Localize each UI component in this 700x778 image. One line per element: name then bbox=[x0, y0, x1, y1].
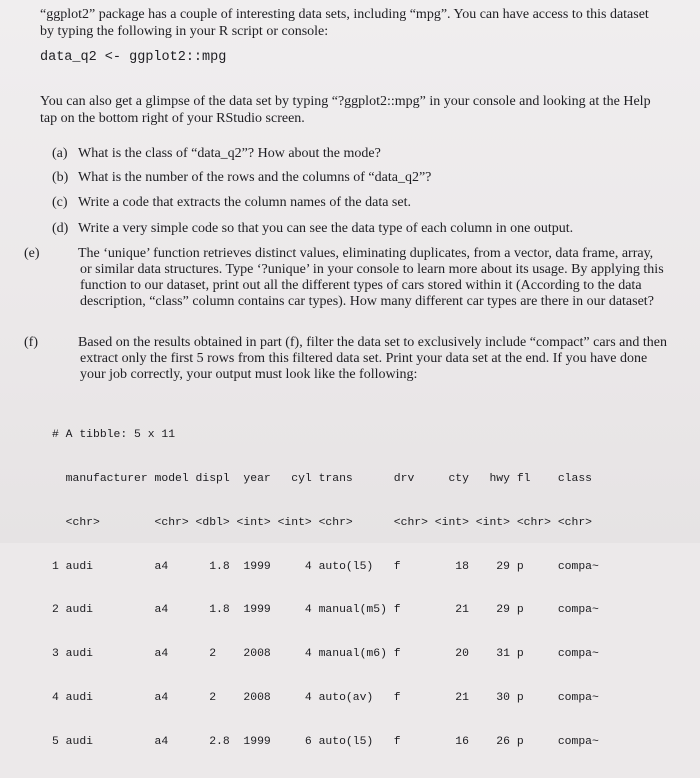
question-text: Write a very simple code so that you can see the data type of each column in one output. bbox=[78, 221, 574, 236]
question-e bbox=[24, 246, 668, 310]
question-d bbox=[52, 221, 652, 237]
question-label: (b) bbox=[52, 170, 69, 185]
help-paragraph: You can also get a glimpse of the data set by typing “?ggplot2::mpg” in your console and looking at the Help tap on the bottom right of your RStudio screen. bbox=[40, 94, 651, 126]
question-text: What is the number of the rows and the columns of “data_q2”? bbox=[78, 170, 432, 185]
question-text: Write a code that extracts the column names of the data set. bbox=[78, 195, 411, 210]
question-c bbox=[52, 195, 652, 211]
question-label: (d) bbox=[52, 221, 69, 236]
tibble-columns: manufacturer model displ year cyl trans drv cty hwy fl class bbox=[52, 472, 593, 485]
question-label: (e) bbox=[24, 246, 40, 261]
question-label: (f) bbox=[24, 335, 38, 350]
tibble-row: 1 audi a4 1.8 1999 4 auto(l5) f 18 29 p compa~ bbox=[52, 560, 599, 573]
tibble-output bbox=[52, 399, 599, 778]
tibble-header: # A tibble: 5 x 11 bbox=[52, 429, 176, 442]
code-snippet: data_q2 <- ggplot2::mpg bbox=[40, 50, 227, 65]
tibble-row: 5 audi a4 2.8 1999 6 auto(l5) f 16 26 p compa~ bbox=[52, 735, 599, 748]
tibble-row: 4 audi a4 2 2008 4 auto(av) f 21 30 p compa~ bbox=[52, 691, 599, 704]
question-label: (a) bbox=[52, 146, 68, 161]
intro-paragraph: “ggplot2” package has a couple of interesting data sets, including “mpg”. You can have access to this dataset by typing the following in your R script or console: bbox=[40, 7, 649, 39]
tibble-types: <chr> <chr> <dbl> <int> <int> <chr> <chr> <int> <int> <chr> <chr> bbox=[52, 516, 593, 529]
tibble-row: 2 audi a4 1.8 1999 4 manual(m5) f 21 29 p compa~ bbox=[52, 604, 599, 617]
question-f bbox=[24, 335, 668, 383]
question-text: Based on the results obtained in part (f), filter the data set to exclusively include “compact” cars and then extract only the first 5 rows from this filtered data set. Print your data set at the end. If you have done your job correctly, your output must look like the following: bbox=[78, 335, 667, 382]
question-text: The ‘unique’ function retrieves distinct values, eliminating duplicates, from a vector, data frame, array, or similar data structures. Type ‘?unique’ in your console to learn more about its usage. By applying this function to our dataset, print out all the different types of cars stored within it (According to the data description, “class” column contains car types). How many different car types are there in our dataset? bbox=[78, 246, 664, 309]
tibble-row: 3 audi a4 2 2008 4 manual(m6) f 20 31 p compa~ bbox=[52, 648, 599, 661]
question-a bbox=[52, 146, 652, 162]
question-b bbox=[52, 170, 652, 186]
question-label: (c) bbox=[52, 195, 68, 210]
question-text: What is the class of “data_q2”? How about the mode? bbox=[78, 146, 381, 161]
